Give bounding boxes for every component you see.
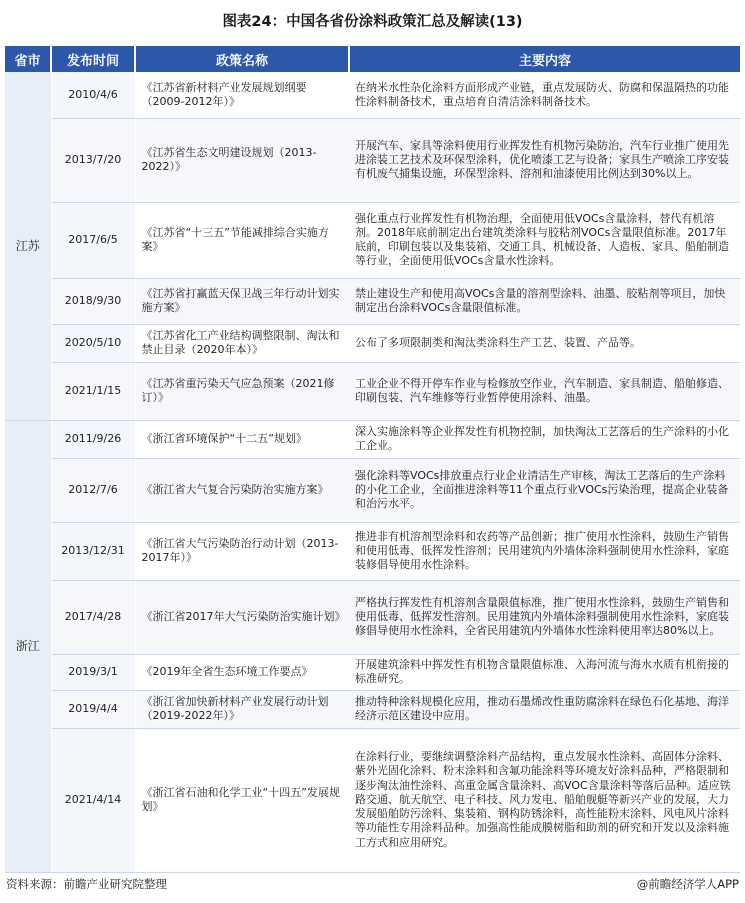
content-cell: 强化重点行业挥发性有机物治理，全面使用低VOCs含量涂料，替代有机溶剂。2018年底前制定出台建筑类涂料与胶粘剂VOCs含量限值标准。2017年底前，印刷包装以及集装箱、交通工具、机械设备、人造板、家具、船舶制造等行业，全面使用低VOCs含量水性涂料。 [349, 202, 740, 278]
content-cell: 禁止建设生产和使用高VOCs含量的溶剂型涂料、油墨、胶粘剂等项目，加快制定出台涂料VOCs含量限值标准。 [349, 278, 740, 324]
table-header-row [5, 46, 740, 72]
policy-name-cell: 《2019年全省生态环境工作要点》 [135, 654, 349, 690]
header-content: 主要内容 [349, 46, 740, 72]
table-row [5, 202, 740, 278]
content-cell: 深入实施涂料等企业挥发性有机物控制，加快淘汰工艺落后的生产涂料的小化工企业。 [349, 420, 740, 458]
date-cell: 2017/6/5 [51, 202, 135, 278]
date-cell: 2013/12/31 [51, 522, 135, 580]
brand-credit: @前瞻经济学人APP [636, 877, 739, 891]
content-cell: 推动特种涂料规模化应用，推动石墨烯改性重防腐涂料在绿色石化基地、海洋经济示范区建设中应用。 [349, 690, 740, 728]
province-cell: 江苏 [5, 72, 51, 420]
policy-name-cell: 《浙江省2017年大气污染防治实施计划》 [135, 580, 349, 654]
content-cell: 在纳米水性杂化涂料方面形成产业链，重点发展防火、防腐和保温隔热的功能性涂料制备技术，重点培育自清洁涂料制备技术。 [349, 72, 740, 118]
policy-name-cell: 《浙江省环境保护“十二五”规划》 [135, 420, 349, 458]
policy-name-cell: 《浙江省加快新材料产业发展行动计划（2019-2022年）》 [135, 690, 349, 728]
table-row [5, 72, 740, 118]
table-row [5, 324, 740, 362]
date-cell: 2020/5/10 [51, 324, 135, 362]
content-cell: 强化涂料等VOCs排放重点行业企业清洁生产审核，淘汰工艺落后的生产涂料的小化工企业，全面推进涂料等11个重点行业VOCs污染治理，提高企业装备和治污水平。 [349, 458, 740, 522]
policy-name-cell: 《浙江省石油和化学工业“十四五”发展规划》 [135, 728, 349, 872]
date-cell: 2021/4/14 [51, 728, 135, 872]
table-row [5, 362, 740, 420]
header-province: 省市 [5, 46, 51, 72]
content-cell: 开展汽车、家具等涂料使用行业挥发性有机物污染防治，汽车行业推广使用先进涂装工艺技术及环保型涂料，优化喷漆工艺与设备；家具生产喷涂工序安装有机废气捕集设施，环保型涂料、溶剂和油漆使用比例达到30%以上。 [349, 118, 740, 202]
content-cell: 推进非有机溶剂型涂料和农药等产品创新；推广使用水性涂料，鼓励生产销售和使用低毒、低挥发性溶剂；民用建筑内外墙体涂料强制使用水性涂料，家庭装修倡导使用水性涂料。 [349, 522, 740, 580]
policy-name-cell: 《浙江省大气污染防治行动计划（2013-2017年）》 [135, 522, 349, 580]
table-row [5, 522, 740, 580]
table-body [5, 72, 740, 872]
content-cell: 开展建筑涂料中挥发性有机物含量限值标准、入海河流与海水水质有机衔接的标准研究。 [349, 654, 740, 690]
table-row [5, 728, 740, 872]
table-row [5, 690, 740, 728]
page-title: 图表24：中国各省份涂料政策汇总及解读(13) [222, 14, 523, 30]
table-row [5, 458, 740, 522]
province-cell: 浙江 [5, 420, 51, 872]
date-cell: 2013/7/20 [51, 118, 135, 202]
policy-name-cell: 《江苏省重污染天气应急预案（2021修订）》 [135, 362, 349, 420]
policy-table [5, 46, 740, 873]
table-row [5, 580, 740, 654]
table-row [5, 654, 740, 690]
policy-name-cell: 《江苏省“十三五”节能减排综合实施方案》 [135, 202, 349, 278]
content-cell: 在涂料行业，要继续调整涂料产品结构，重点发展水性涂料、高固体分涂料、紫外光固化涂料、粉末涂料和含氟功能涂料等环境友好涂料品种，严格限制和逐步淘汰油性涂料、高重金属含量涂料、高VOC含量涂料等落后品种。适应铁路交通、航天航空、电子科技、风力发电、船舶舰艇等新兴产业的发展，大力发展船舶防污涂料、集装箱、钢构防锈涂料，高性能粉末涂料、风电风片涂料等功能性专用涂料品种。加强高性能成膜树脂和助剂的研究和开发以及涂料施工方式和应用研究。 [349, 728, 740, 872]
content-cell: 工业企业不得开停车作业与检修放空作业，汽车制造、家具制造、船舶修造、印刷包装、汽车维修等行业暂停使用涂料、油墨。 [349, 362, 740, 420]
policy-name-cell: 《江苏省生态文明建设规划（2013-2022）》 [135, 118, 349, 202]
header-date: 发布时间 [51, 46, 135, 72]
date-cell: 2019/4/4 [51, 690, 135, 728]
policy-name-cell: 《浙江省大气复合污染防治实施方案》 [135, 458, 349, 522]
content-cell: 公布了多项限制类和淘汰类涂料生产工艺、装置、产品等。 [349, 324, 740, 362]
policy-name-cell: 《江苏省化工产业结构调整限制、淘汰和禁止目录（2020年本）》 [135, 324, 349, 362]
date-cell: 2021/1/15 [51, 362, 135, 420]
table-row [5, 118, 740, 202]
date-cell: 2012/7/6 [51, 458, 135, 522]
date-cell: 2010/4/6 [51, 72, 135, 118]
policy-name-cell: 《江苏省新材料产业发展规划纲要（2009-2012年）》 [135, 72, 349, 118]
source-note: 资料来源：前瞻产业研究院整理 [6, 877, 167, 891]
header-policy: 政策名称 [135, 46, 349, 72]
date-cell: 2011/9/26 [51, 420, 135, 458]
date-cell: 2019/3/1 [51, 654, 135, 690]
date-cell: 2017/4/28 [51, 580, 135, 654]
content-cell: 严格执行挥发性有机溶剂含量限值标准，推广使用水性涂料，鼓励生产销售和使用低毒、低挥发性溶剂。民用建筑内外墙体涂料强制使用水性涂料，家庭装修倡导使用水性涂料，全省民用建筑内外墙体水性涂料使用率达80%以上。 [349, 580, 740, 654]
policy-name-cell: 《江苏省打赢蓝天保卫战三年行动计划实施方案》 [135, 278, 349, 324]
table-row [5, 278, 740, 324]
date-cell: 2018/9/30 [51, 278, 135, 324]
table-row [5, 420, 740, 458]
